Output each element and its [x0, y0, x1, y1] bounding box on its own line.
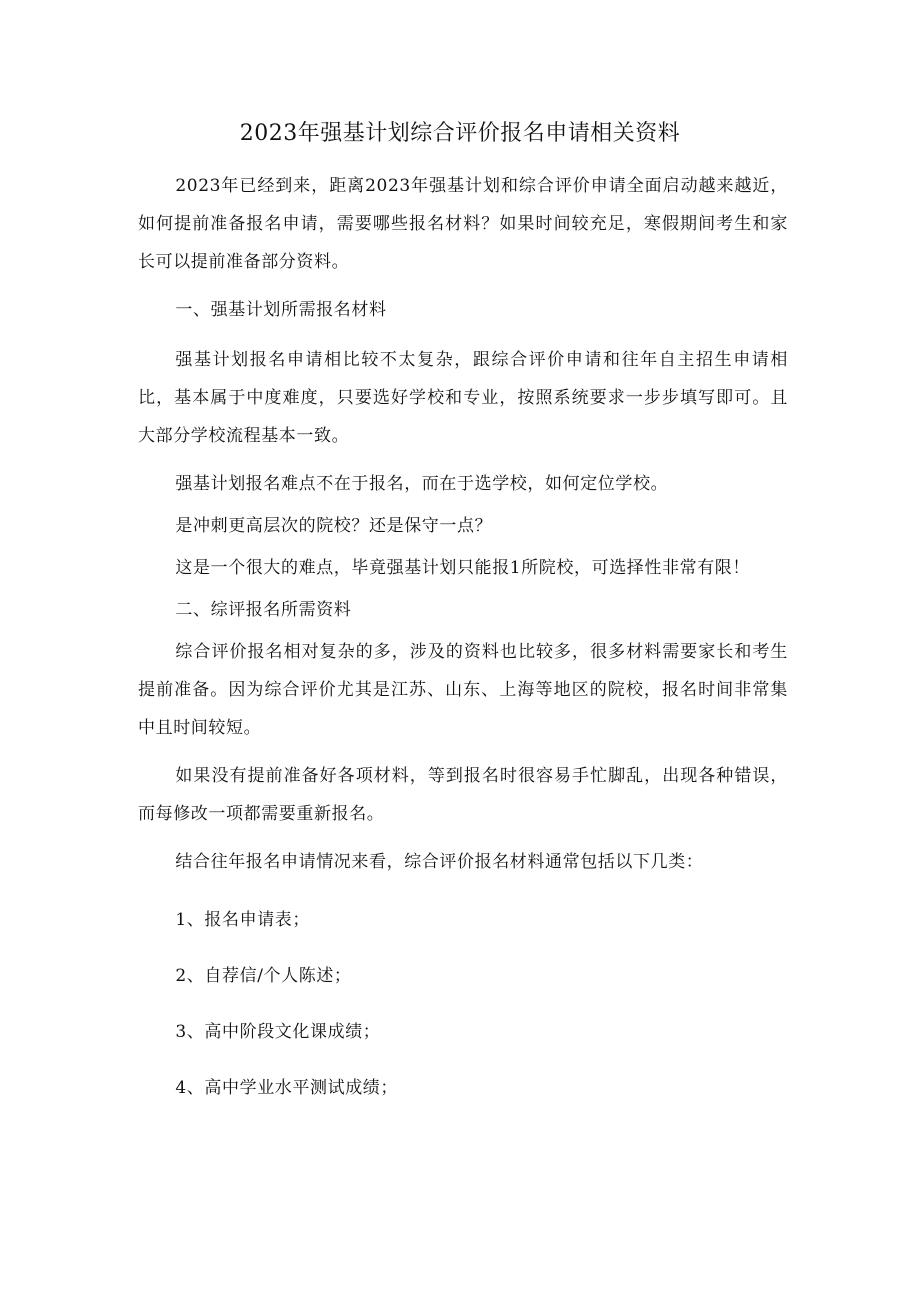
paragraph-materials-intro: 结合往年报名申请情况来看，综合评价报名材料通常包括以下几类： [175, 852, 704, 872]
list-item: 2、自荐信/个人陈述； [175, 966, 352, 986]
document-body [138, 167, 788, 1125]
paragraph-qiangji-difficulty: 强基计划报名难点不在于报名，而在于选学校，如何定位学校。 [175, 474, 669, 494]
section-heading-zongping: 二、综评报名所需资料 [175, 600, 352, 620]
paragraph-zongping-overview: 综合评价报名相对复杂的多，涉及的资料也比较多，很多材料需要家长和考生提前准备。因为综合评价尤其是江苏、山东、上海等地区的院校，报名时间非常集中且时间较短。 [138, 642, 788, 738]
section-heading-qiangji: 一、强基计划所需报名材料 [175, 300, 387, 320]
document-title: 2023年强基计划综合评价报名申请相关资料 [239, 121, 681, 146]
paragraph-qiangji-overview: 强基计划报名申请相比较不太复杂，跟综合评价申请和往年自主招生申请相比，基本属于中度难度，只要选好学校和专业，按照系统要求一步步填写即可。且大部分学校流程基本一致。 [138, 350, 788, 446]
intro-paragraph: 2023年已经到来，距离2023年强基计划和综合评价申请全面启动越来越近，如何提前准备报名申请，需要哪些报名材料？如果时间较充足，寒假期间考生和家长可以提前准备部分资料。 [138, 176, 788, 272]
list-item: 1、报名申请表； [175, 910, 311, 930]
paragraph-limited-choice: 这是一个很大的难点，毕竟强基计划只能报1所院校，可选择性非常有限！ [175, 558, 751, 578]
list-item: 3、高中阶段文化课成绩； [175, 1022, 381, 1042]
list-item: 4、高中学业水平测试成绩； [175, 1078, 399, 1098]
materials-list [138, 901, 788, 1107]
paragraph-question: 是冲刺更高层次的院校？还是保守一点？ [175, 516, 493, 536]
paragraph-preparation-warning: 如果没有提前准备好各项材料，等到报名时很容易手忙脚乱，出现各种错误，而每修改一项都需要重新报名。 [138, 766, 788, 824]
